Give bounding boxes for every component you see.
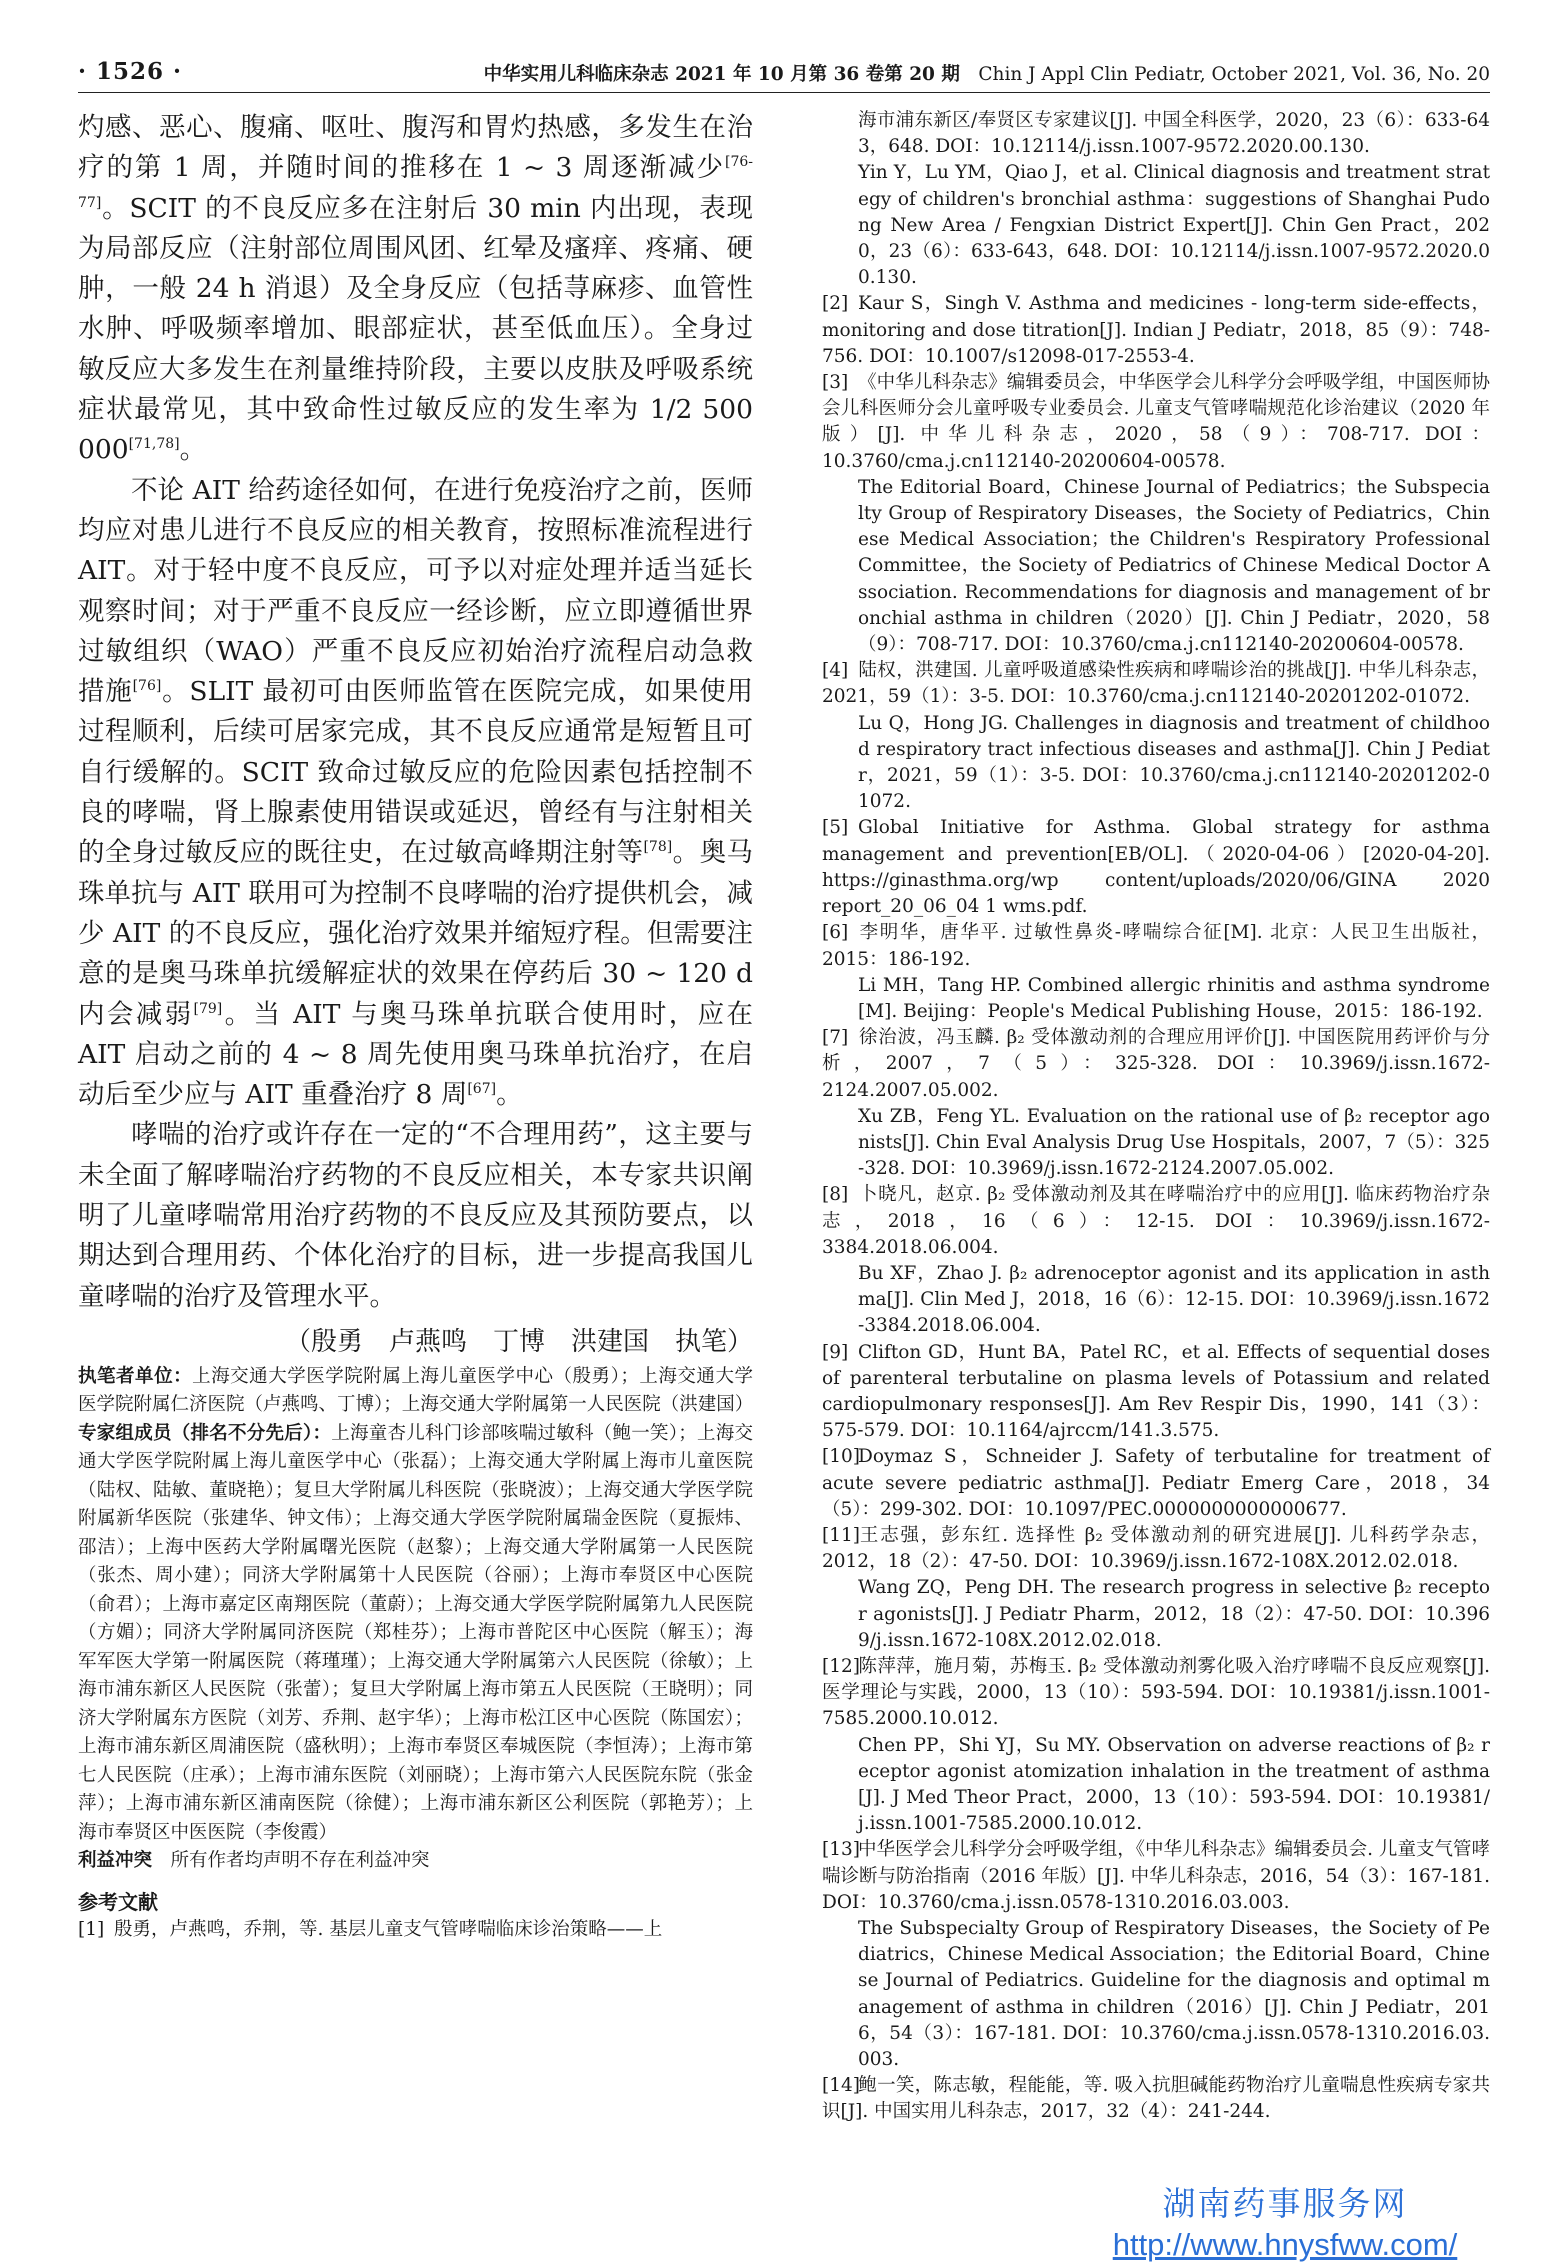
- reference-text: Clifton GD，Hunt BA，Patel RC，et al. Effects of sequential doses of parenteral terbutaline on plasma levels of Potassium and related cardiopulmonary responses[J]. Am Rev Respir Dis，1990，141（3）：575-579. DOI：10.1164/ajrccm/141.3.575.: [822, 1341, 1490, 1442]
- reference-text: Chen PP，Shi YJ，Su MY. Observation on adverse reactions of β₂ receptor agonist atomization inhalation in the treatment of asthma[J]. J Med Theor Pract，2000，13（10）：593-594. DOI：10.19381/j.issn.1001-7585.2000.10.012.: [858, 1734, 1490, 1835]
- reference-1: [1] 殷勇，卢燕鸣，乔荆，等. 基层儿童支气管哮喘临床诊治策略——上: [78, 1918, 663, 1940]
- writers-affiliation: 执笔者单位：上海交通大学医学院附属上海儿童医学中心（殷勇）；上海交通大学医学院附属仁济医院（卢燕鸣、丁博）；上海交通大学附属第一人民医院（洪建国）: [78, 1365, 754, 1416]
- expert-group: 专家组成员（排名不分先后）：上海童杏儿科门诊部咳喘过敏科（鲍一笑）；上海交通大学医学院附属上海儿童医学中心（张磊）；上海交通大学附属上海市儿童医院（陆权、陆敏、董晓艳）；复旦大学附属儿科医院（张晓波）；上海交通大学医学院附属新华医院（张建华、钟文伟）；上海交通大学医学院附属瑞金医院（夏振炜、邵洁）；上海中医药大学附属曙光医院（赵黎）；上海交通大学附属第一人民医院（张杰、周小建）；同济大学附属第十人民医院（谷丽）；上海市奉贤区中心医院（俞君）；上海市嘉定区南翔医院（董蔚）；上海交通大学医学院附属第九人民医院（方媚）；同济大学附属同济医院（郑桂芬）；上海市普陀区中心医院（解玉）；海军军医大学第一附属医院（蒋瑾瑾）；上海交通大学附属第六人民医院（徐敏）；上海市浦东新区人民医院（张蕾）；复旦大学附属上海市第五人民医院（王晓明）；同济大学附属东方医院（刘芳、乔荆、赵宇华）；上海市松江区中心医院（陈国宏）；上海市浦东新区周浦医院（盛秋明）；上海市奉贤区奉城医院（李恒涛）；上海市第七人民医院（庄承）；上海市浦东医院（刘丽晓）；上海市第六人民医院东院（张金萍）；上海市浦东新区浦南医院（徐健）；上海市浦东新区公利医院（郭艳芳）；上海市奉贤区中医医院（李俊霞）: [78, 1422, 753, 1843]
- reference-number: [12]: [822, 1655, 860, 1677]
- reference-text: 李明华，唐华平. 过敏性鼻炎-哮喘综合征[M]. 北京：人民卫生出版社，2015：186-192.: [822, 922, 1490, 970]
- reference-number: [7]: [822, 1027, 849, 1049]
- reference-text: Kaur S，Singh V. Asthma and medicines - long-term side-effects，monitoring and dose titration[J]. Indian J Pediatr，2018，85（9）：748-756. DOI：10.1007/s12098-017-2553-4.: [822, 293, 1490, 367]
- watermark: [1050, 2178, 1520, 2263]
- reference-text: Li MH，Tang HP. Combined allergic rhinitis and asthma syndrome[M]. Beijing：People's Medical Publishing House，2015：186-192.: [858, 974, 1490, 1022]
- body-paragraph-1: 灼感、恶心、腹痛、呕吐、腹泻和胃灼热感，多发生在治疗的第 1 周，并随时间的推移在 1 ~ 3 周逐渐减少[76-77]。SCIT 的不良反应多在注射后 30 min 内出现，表现为局部反应（注射部位周围风团、红晕及瘙痒、疼痛、硬肿，一般 24 h 消退）及全身反应（包括荨麻疹、血管性水肿、呼吸频率增加、眼部症状，甚至低血压）。全身过敏反应大多发生在剂量维持阶段，主要以皮肤及呼吸系统症状最常见，其中致命性过敏反应的发生率为 1/2 500 000[71,78]。: [78, 112, 753, 466]
- reference-text: The Subspecialty Group of Respiratory Diseases，the Society of Pediatrics，Chinese Medical Association；the Editorial Board，Chinese Journal of Pediatrics. Guideline for the diagnosis and optimal management of asthma in children（2016）[J]. Chin J Pediatr，2016，54（3）：167-181. DOI：10.3760/cma.j.issn.0578-1310.2016.03.003.: [858, 1918, 1490, 2071]
- reference-text: Global Initiative for Asthma. Global strategy for asthma management and prevention[EB/OL].（2020-04-06）[2020-04-20]. https://ginasthma.org/wp content/uploads/2020/06/GINA 2020 report_20_06_04 1 wms.pdf.: [822, 817, 1490, 918]
- reference-number: [9]: [822, 1341, 849, 1363]
- reference-number: [13]: [822, 1839, 860, 1861]
- watermark-name: 湖南药事服务网: [1162, 2184, 1408, 2223]
- citation: [76-77]: [78, 154, 753, 211]
- reference-number: [6]: [822, 922, 849, 944]
- reference-number: [10]: [822, 1446, 860, 1468]
- reference-text: Bu XF，Zhao J. β₂ adrenoceptor agonist and its application in asthma[J]. Clin Med J，2018，16（6）：12-15. DOI：10.3969/j.issn.1672-3384.2018.06.004.: [858, 1262, 1490, 1337]
- right-column: [822, 108, 1490, 2126]
- page-number: · 1526 ·: [78, 58, 183, 85]
- reference-text: Xu ZB，Feng YL. Evaluation on the rational use of β₂ receptor agonists[J]. Chin Eval Analysis Drug Use Hospitals，2007，7（5）：325-328. DOI：10.3969/j.issn.1672-2124.2007.05.002.: [858, 1105, 1490, 1180]
- reference-text: 卜晓凡，赵京. β₂ 受体激动剂及其在哮喘治疗中的应用[J]. 临床药物治疗杂志，2018，16（6）：12-15. DOI：10.3969/j.issn.1672-3384.2018.06.004.: [822, 1184, 1490, 1258]
- reference-item: [822, 1654, 1490, 1733]
- reference-item: [822, 291, 1490, 370]
- reference-text: 陈萍萍，施月菊，苏梅玉. β₂ 受体激动剂雾化吸入治疗哮喘不良反应观察[J]. 医学理论与实践，2000，13（10）：593-594. DOI：10.19381/j.issn.1001-7585.2000.10.012.: [822, 1655, 1490, 1730]
- body-paragraph-3: 哮喘的治疗或许存在一定的“不合理用药”，这主要与未全面了解哮喘治疗药物的不良反应相关，本专家共识阐明了儿童哮喘常用治疗药物的不良反应及其预防要点，以期达到合理用药、个体化治疗的目标，进一步提高我国儿童哮喘的治疗及管理水平。: [78, 1119, 753, 1312]
- reference-text: The Editorial Board，Chinese Journal of Pediatrics；the Subspecialty Group of Respiratory Diseases，the Society of Pediatrics，Chinese Medical Association；the Children's Respiratory Professional Committee，the Society of Pediatrics of Chinese Medical Doctor Association. Recommendations for diagnosis and management of bronchial asthma in children（2020）[J]. Chin J Pediatr，2020，58（9）：708-717. DOI：10.3760/cma.j.cn112140-20200604-00578.: [858, 476, 1490, 656]
- reference-item: [822, 1444, 1490, 1523]
- reference-item: [822, 1025, 1490, 1104]
- journal-name-en: Chin J Appl Clin Pediatr, October 2021, Vol. 36, No. 20: [978, 64, 1490, 85]
- reference-text: Wang ZQ，Peng DH. The research progress in selective β₂ receptor agonists[J]. J Pediatr Pharm，2012，18（2）：47-50. DOI：10.3969/j.issn.1672-108X.2012.02.018.: [858, 1577, 1490, 1651]
- reference-text: 徐治波，冯玉麟. β₂ 受体激动剂的合理应用评价[J]. 中国医院用药评价与分析，2007，7（5）：325-328. DOI：10.3969/j.issn.1672-2124.2007.05.002.: [822, 1027, 1490, 1101]
- reference-item: [822, 370, 1490, 475]
- authors-line: （殷勇 卢燕鸣 丁博 洪建国 执笔）: [284, 1326, 753, 1357]
- reference-item: [822, 815, 1490, 920]
- page-header: [78, 52, 1490, 100]
- reference-number: [3]: [822, 372, 849, 394]
- citation: [78]: [643, 839, 673, 856]
- reference-item: [822, 1837, 1490, 1916]
- reference-number: [5]: [822, 817, 849, 839]
- reference-item: [822, 1523, 1490, 1575]
- reference-item: [822, 1340, 1490, 1445]
- reference-number: [2]: [822, 293, 849, 315]
- reference-text: 王志强，彭东红. 选择性 β₂ 受体激动剂的研究进展[J]. 儿科药学杂志，2012，18（2）：47-50. DOI：10.3969/j.issn.1672-108X.2012.02.018.: [822, 1524, 1490, 1573]
- header-rule: [78, 92, 1490, 93]
- reference-text: 鲍一笑，陈志敏，程能能，等. 吸入抗胆碱能药物治疗儿童喘息性疾病专家共识[J]. 中国实用儿科杂志，2017，32（4）：241-244.: [822, 2075, 1490, 2123]
- reference-number: [14]: [822, 2075, 860, 2097]
- watermark-url[interactable]: http://www.hnysfww.com/: [1112, 2227, 1458, 2262]
- journal-name: 中华实用儿科临床杂志 2021 年 10 月第 36 卷第 20 期: [483, 64, 960, 85]
- reference-text: 陆权，洪建国. 儿童呼吸道感染性疾病和哮喘诊治的挑战[J]. 中华儿科杂志，2021，59（1）：3-5. DOI：10.3760/cma.j.cn112140-20201202-01072.: [822, 660, 1490, 708]
- reference-text: 海市浦东新区/奉贤区专家建议[J]. 中国全科医学，2020，23（6）：633-643，648. DOI：10.12114/j.issn.1007-9572.2020.00.130.: [858, 110, 1490, 158]
- reference-text: Doymaz S，Schneider J. Safety of terbutaline for treatment of acute severe pediatric asthma[J]. Pediatr Emerg Care，2018，34（5）：299-302. DOI：10.1097/PEC.0000000000000677.: [822, 1446, 1490, 1520]
- reference-text: 《中华儿科杂志》编辑委员会，中华医学会儿科学分会呼吸学组，中国医师协会儿科医师分会儿童呼吸专业委员会. 儿童支气管哮喘规范化诊治建议（2020 年版）[J]. 中华儿科杂志，2020，58（9）：708-717. DOI：10.3760/cma.j.cn112140-20200604-00578.: [822, 372, 1490, 472]
- citation: [71,78]: [128, 436, 180, 453]
- reference-item: [822, 658, 1490, 710]
- journal-info: [484, 60, 1490, 86]
- conflict-of-interest: 利益冲突 所有作者均声明不存在利益冲突: [78, 1850, 430, 1872]
- reference-item: [822, 2073, 1490, 2125]
- citation: [76]: [132, 678, 162, 695]
- reference-number: [4]: [822, 660, 849, 682]
- body-paragraph-2: 不论 AIT 给药途径如何，在进行免疫治疗之前，医师均应对患儿进行不良反应的相关教育，按照标准流程进行 AIT。对于轻中度不良反应，可予以对症处理并适当延长观察时间；对于严重不良反应一经诊断，应立即遵循世界过敏组织（WAO）严重不良反应初始治疗流程启动急救措施[76]。SLIT 最初可由医师监管在医院完成，如果使用过程顺利，后续可居家完成，其不良反应通常是短暂且可自行缓解的。SCIT 致命过敏反应的危险因素包括控制不良的哮喘，肾上腺素使用错误或延迟，曾经有与注射相关的全身过敏反应的既往史，在过敏高峰期注射等[78]。奥马珠单抗与 AIT 联用可为控制不良哮喘的治疗提供机会，减少 AIT 的不良反应，强化治疗效果并缩短疗程。但需要注意的是奥马珠单抗缓解症状的效果在停药后 30 ~ 120 d 内会减弱[79]。当 AIT 与奥马珠单抗联合使用时，应在 AIT 启动之前的 4 ~ 8 周先使用奥马珠单抗治疗，在启动后至少应与 AIT 重叠治疗 8 周[67]。: [78, 474, 754, 1111]
- citation: [79]: [193, 1000, 223, 1017]
- references-title: 参考文献: [78, 1889, 158, 1914]
- reference-text: Lu Q，Hong JG. Challenges in diagnosis and treatment of childhood respiratory tract infectious diseases and asthma[J]. Chin J Pediatr，2021，59（1）：3-5. DOI：10.3760/cma.j.cn112140-20201202-01072.: [858, 712, 1490, 813]
- left-column: [78, 108, 753, 1943]
- reference-text: Yin Y，Lu YM，Qiao J，et al. Clinical diagnosis and treatment strategy of children's bronchial asthma：suggestions of Shanghai Pudong New Area / Fengxian District Expert[J]. Chin Gen Pract，2020，23（6）：633-643，648. DOI：10.12114/j.issn.1007-9572.2020.00.130.: [858, 162, 1490, 289]
- reference-number: [11]: [822, 1524, 860, 1546]
- reference-text: 中华医学会儿科学分会呼吸学组，《中华儿科杂志》编辑委员会. 儿童支气管哮喘诊断与防治指南（2016 年版）[J]. 中华儿科杂志，2016，54（3）：167-181. DOI：10.3760/cma.j.issn.0578-1310.2016.03.003.: [822, 1839, 1490, 1913]
- citation: [67]: [467, 1081, 497, 1098]
- reference-number: [8]: [822, 1184, 849, 1206]
- reference-item: [822, 920, 1490, 972]
- reference-item: [822, 1182, 1490, 1261]
